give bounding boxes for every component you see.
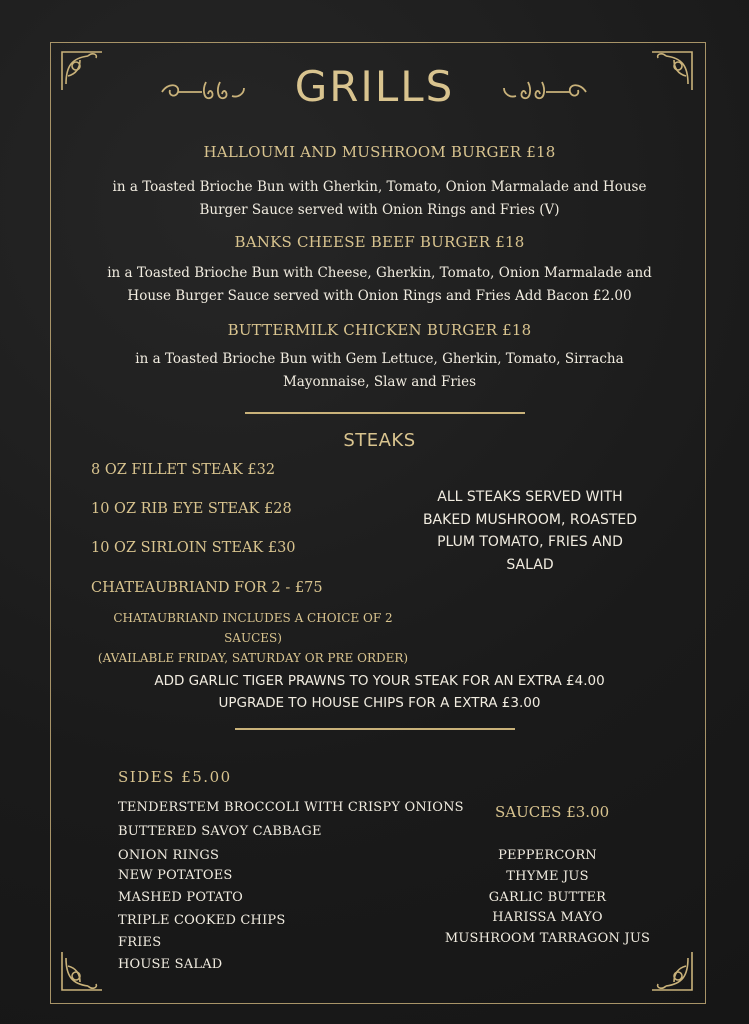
sauce-item: MUSHROOM TARRAGON JUS	[444, 931, 651, 946]
sides-title: SIDES £5.00	[118, 768, 232, 786]
steaks-title: STEAKS	[343, 430, 416, 451]
side-item: ONION RINGS	[118, 848, 220, 863]
side-item: HOUSE SALAD	[118, 957, 223, 972]
side-item: TENDERSTEM BROCCOLI WITH CRISPY ONIONS	[118, 800, 464, 815]
served-with-line: BAKED MUSHROOM, ROASTED	[422, 511, 638, 528]
burger-description	[0, 262, 749, 308]
burger-description-line: Mayonnaise, Slaw and Fries	[282, 374, 477, 390]
served-with-line: PLUM TOMATO, FRIES AND	[437, 534, 623, 550]
burger-description-line: in a Toasted Brioche Bun with Gherkin, Tomato, Onion Marmalade and House	[112, 179, 647, 195]
sauce-item: HARISSA MAYO	[492, 910, 603, 925]
burger-description	[0, 348, 749, 394]
steak-item: 8 OZ FILLET STEAK £32	[91, 462, 276, 478]
corner-ornament-icon	[58, 948, 106, 996]
page-title: GRILLS	[294, 62, 455, 111]
burger-description-line: in a Toasted Brioche Bun with Cheese, Gherkin, Tomato, Onion Marmalade and	[107, 265, 652, 281]
steak-extra-line: ADD GARLIC TIGER PRAWNS TO YOUR STEAK FOR AN EXTRA £4.00	[154, 673, 605, 689]
chateaubriand-note	[88, 608, 418, 668]
chateaubriand-note-line: CHATAUBRIAND INCLUDES A CHOICE OF 2 SAUCES)	[113, 611, 393, 645]
burger-description-line: in a Toasted Brioche Bun with Gem Lettuce, Gherkin, Tomato, Sirracha	[135, 351, 624, 367]
burger-title: HALLOUMI AND MUSHROOM BURGER £18	[203, 143, 556, 161]
sauce-item: PEPPERCORN	[498, 848, 597, 863]
side-item: TRIPLE COOKED CHIPS	[118, 913, 286, 928]
burger-title: BUTTERMILK CHICKEN BURGER £18	[227, 321, 532, 339]
side-item: FRIES	[118, 935, 162, 950]
steak-item: 10 OZ RIB EYE STEAK £28	[91, 501, 292, 517]
burger-description-line: Burger Sauce served with Onion Rings and Fries (V)	[199, 202, 560, 218]
steak-item: CHATEAUBRIAND FOR 2 - £75	[91, 580, 323, 596]
served-with-line: SALAD	[506, 556, 554, 573]
served-with-line: ALL STEAKS SERVED WITH	[437, 489, 623, 505]
burger-description	[0, 176, 749, 222]
sauces-title: SAUCES £3.00	[495, 803, 610, 821]
chateaubriand-note-line: (AVAILABLE FRIDAY, SATURDAY OR PRE ORDER)	[97, 651, 409, 665]
side-item: MASHED POTATO	[118, 890, 243, 905]
steaks-served-with	[410, 486, 650, 576]
burger-description-line: House Burger Sauce served with Onion Rings and Fries Add Bacon £2.00	[127, 288, 632, 304]
steak-item: 10 OZ SIRLOIN STEAK £30	[91, 540, 296, 556]
sauce-item: GARLIC BUTTER	[488, 890, 607, 905]
section-divider	[235, 728, 515, 730]
corner-ornament-icon	[648, 948, 696, 996]
side-item: NEW POTATOES	[118, 868, 233, 883]
side-item: BUTTERED SAVOY CABBAGE	[118, 824, 322, 839]
sauce-item: THYME JUS	[506, 869, 589, 884]
steak-extras	[0, 670, 749, 714]
section-divider	[245, 412, 525, 414]
burger-title: BANKS CHEESE BEEF BURGER £18	[234, 233, 525, 251]
steak-extra-line: UPGRADE TO HOUSE CHIPS FOR A EXTRA £3.00	[218, 695, 541, 711]
